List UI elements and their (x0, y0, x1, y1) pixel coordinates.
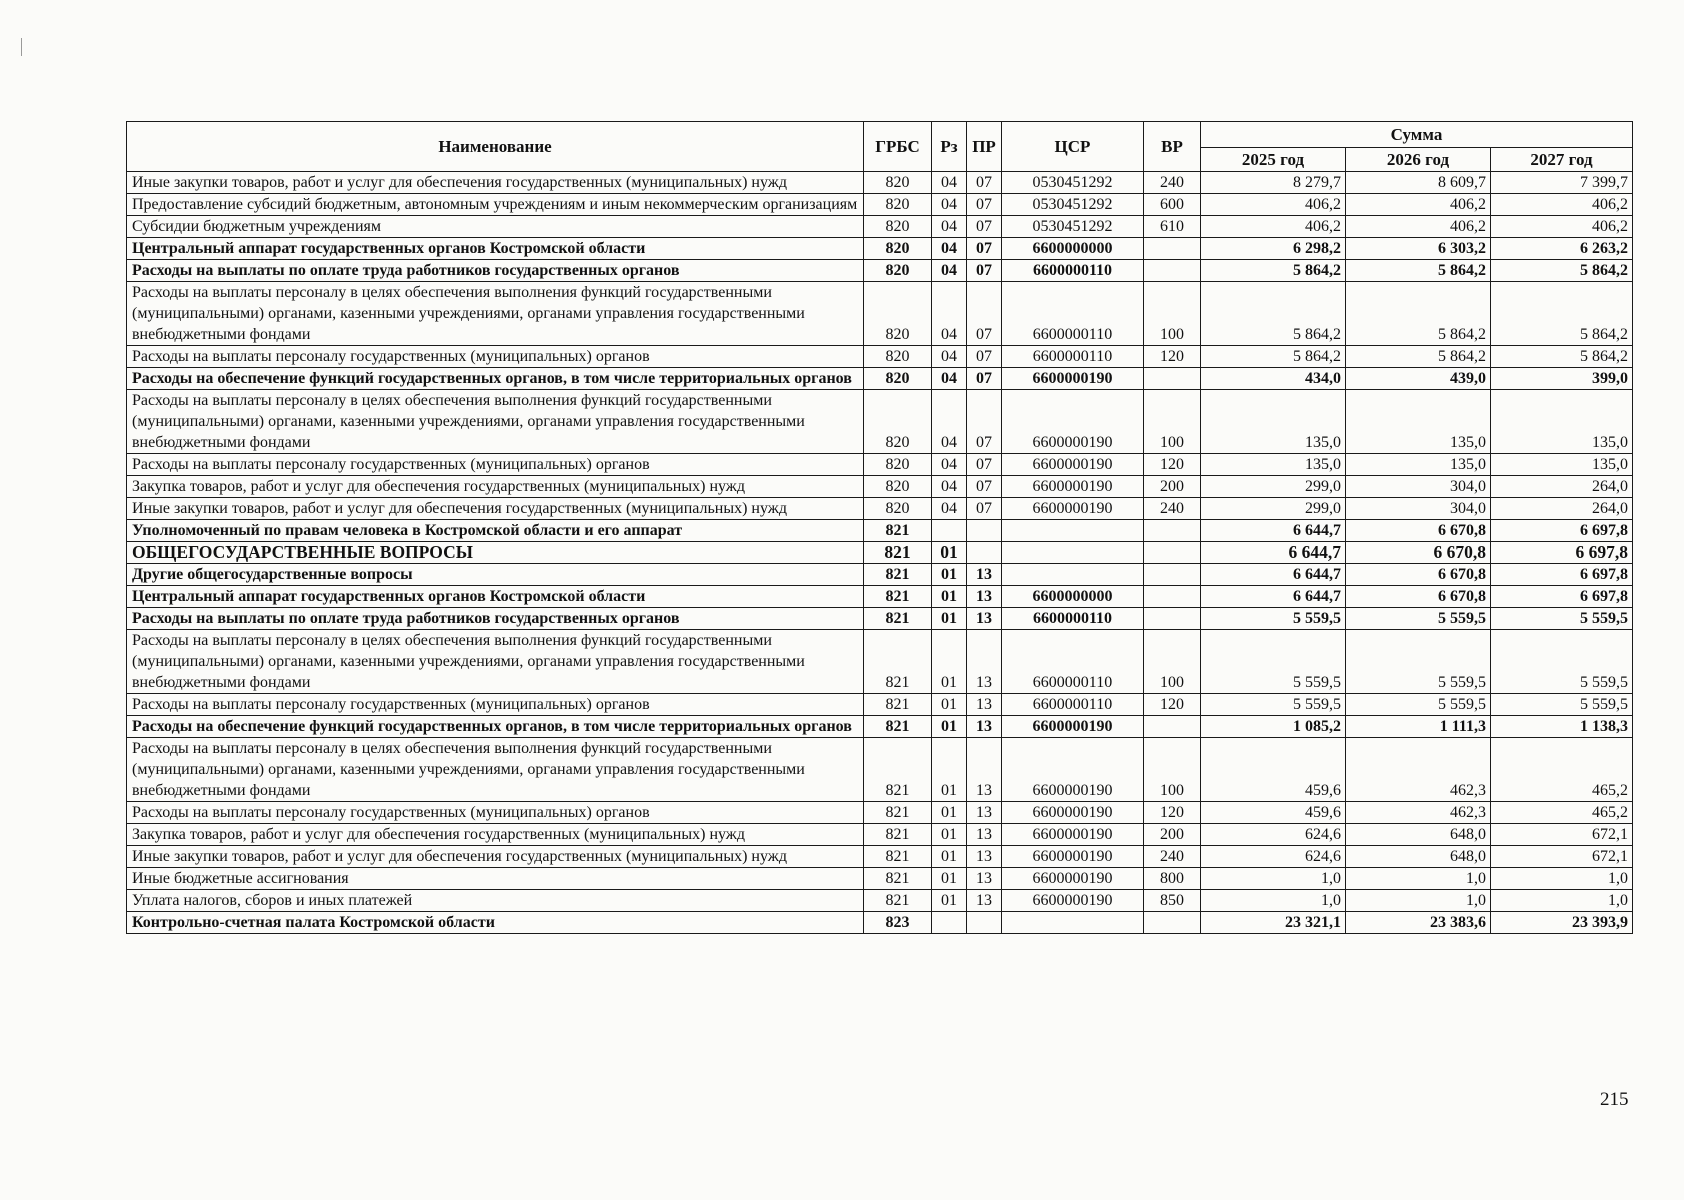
row-name-cell: Другие общегосударственные вопросы (127, 564, 864, 586)
row-sum-2025-cell: 5 559,5 (1201, 608, 1346, 630)
row-sum-2025-cell: 5 559,5 (1201, 630, 1346, 694)
table-row (127, 520, 1633, 542)
row-vr-cell: 120 (1144, 346, 1201, 368)
row-sum-2026-cell: 406,2 (1346, 194, 1491, 216)
table-row (127, 542, 1633, 564)
row-sum-2027-cell: 6 263,2 (1491, 238, 1633, 260)
row-csr-cell: 0530451292 (1002, 216, 1144, 238)
row-vr-cell (1144, 260, 1201, 282)
row-name-cell: ОБЩЕГОСУДАРСТВЕННЫЕ ВОПРОСЫ (127, 542, 864, 564)
row-csr-cell (1002, 564, 1144, 586)
row-pr-cell: 07 (967, 476, 1002, 498)
header-pr: ПР (967, 122, 1002, 172)
row-sum-2025-cell: 299,0 (1201, 476, 1346, 498)
row-csr-cell: 0530451292 (1002, 172, 1144, 194)
row-pr-cell: 13 (967, 802, 1002, 824)
row-sum-2026-cell: 304,0 (1346, 498, 1491, 520)
row-vr-cell: 800 (1144, 868, 1201, 890)
row-sum-2026-cell: 1,0 (1346, 868, 1491, 890)
row-sum-2027-cell: 1 138,3 (1491, 716, 1633, 738)
row-sum-2026-cell: 6 670,8 (1346, 586, 1491, 608)
row-grbs-cell: 820 (864, 498, 932, 520)
row-grbs-cell: 821 (864, 868, 932, 890)
table-body (127, 172, 1633, 934)
row-sum-2027-cell: 672,1 (1491, 846, 1633, 868)
row-sum-2026-cell: 5 559,5 (1346, 694, 1491, 716)
row-vr-cell: 200 (1144, 476, 1201, 498)
row-name-cell: Уплата налогов, сборов и иных платежей (127, 890, 864, 912)
row-rz-cell: 01 (932, 868, 967, 890)
row-rz-cell: 04 (932, 368, 967, 390)
row-pr-cell: 13 (967, 890, 1002, 912)
row-grbs-cell: 820 (864, 390, 932, 454)
row-csr-cell: 6600000110 (1002, 346, 1144, 368)
table-row (127, 172, 1633, 194)
row-name-cell: Субсидии бюджетным учреждениям (127, 216, 864, 238)
header-name: Наименование (127, 122, 864, 172)
row-rz-cell: 04 (932, 346, 967, 368)
row-vr-cell: 600 (1144, 194, 1201, 216)
row-pr-cell: 13 (967, 824, 1002, 846)
row-sum-2026-cell: 5 864,2 (1346, 260, 1491, 282)
row-name-cell: Центральный аппарат государственных органов Костромской области (127, 238, 864, 260)
row-pr-cell: 07 (967, 390, 1002, 454)
row-sum-2027-cell: 465,2 (1491, 802, 1633, 824)
table-row (127, 824, 1633, 846)
row-sum-2025-cell: 5 864,2 (1201, 346, 1346, 368)
header-grbs: ГРБС (864, 122, 932, 172)
row-sum-2026-cell: 5 559,5 (1346, 608, 1491, 630)
row-name-cell: Расходы на выплаты персоналу в целях обеспечения выполнения функций государственными (муниципальными) органами, казенными учреждениями, органами управления государственными внебюджетными фондами (127, 738, 864, 802)
row-pr-cell: 13 (967, 564, 1002, 586)
row-pr-cell: 07 (967, 346, 1002, 368)
row-grbs-cell: 821 (864, 542, 932, 564)
row-grbs-cell: 821 (864, 802, 932, 824)
row-sum-2026-cell: 304,0 (1346, 476, 1491, 498)
table-row (127, 238, 1633, 260)
row-sum-2027-cell: 5 864,2 (1491, 260, 1633, 282)
row-csr-cell: 6600000190 (1002, 390, 1144, 454)
row-name-cell: Предоставление субсидий бюджетным, автономным учреждениям и иным некоммерческим организациям (127, 194, 864, 216)
row-sum-2026-cell: 135,0 (1346, 390, 1491, 454)
row-pr-cell: 07 (967, 238, 1002, 260)
row-grbs-cell: 821 (864, 846, 932, 868)
row-vr-cell (1144, 368, 1201, 390)
row-grbs-cell: 821 (864, 564, 932, 586)
row-sum-2026-cell: 648,0 (1346, 846, 1491, 868)
row-vr-cell: 240 (1144, 498, 1201, 520)
row-name-cell: Расходы на выплаты персоналу в целях обеспечения выполнения функций государственными (муниципальными) органами, казенными учреждениями, органами управления государственными внебюджетными фондами (127, 390, 864, 454)
row-vr-cell: 200 (1144, 824, 1201, 846)
row-sum-2027-cell: 465,2 (1491, 738, 1633, 802)
row-csr-cell: 6600000190 (1002, 868, 1144, 890)
row-sum-2025-cell: 1,0 (1201, 868, 1346, 890)
row-sum-2027-cell: 5 864,2 (1491, 346, 1633, 368)
page-number: 215 (1600, 1089, 1629, 1110)
row-vr-cell: 120 (1144, 802, 1201, 824)
row-pr-cell: 07 (967, 260, 1002, 282)
row-sum-2025-cell: 5 864,2 (1201, 282, 1346, 346)
row-sum-2025-cell: 406,2 (1201, 194, 1346, 216)
table-row (127, 368, 1633, 390)
row-name-cell: Закупка товаров, работ и услуг для обеспечения государственных (муниципальных) нужд (127, 824, 864, 846)
row-rz-cell: 01 (932, 802, 967, 824)
row-rz-cell: 04 (932, 454, 967, 476)
row-grbs-cell: 820 (864, 476, 932, 498)
row-csr-cell: 6600000190 (1002, 476, 1144, 498)
row-pr-cell: 07 (967, 282, 1002, 346)
row-vr-cell: 120 (1144, 694, 1201, 716)
row-pr-cell: 07 (967, 172, 1002, 194)
row-pr-cell: 13 (967, 846, 1002, 868)
row-csr-cell: 6600000000 (1002, 586, 1144, 608)
row-rz-cell: 01 (932, 716, 967, 738)
row-vr-cell (1144, 586, 1201, 608)
row-pr-cell: 13 (967, 586, 1002, 608)
row-rz-cell: 01 (932, 542, 967, 564)
row-grbs-cell: 820 (864, 238, 932, 260)
header-sum: Сумма (1201, 122, 1633, 148)
row-vr-cell (1144, 564, 1201, 586)
row-rz-cell: 04 (932, 238, 967, 260)
row-vr-cell: 610 (1144, 216, 1201, 238)
scan-margin-mark (21, 38, 22, 56)
row-grbs-cell: 821 (864, 716, 932, 738)
row-vr-cell: 850 (1144, 890, 1201, 912)
row-rz-cell: 01 (932, 564, 967, 586)
row-sum-2027-cell: 1,0 (1491, 868, 1633, 890)
row-sum-2027-cell: 399,0 (1491, 368, 1633, 390)
row-name-cell: Центральный аппарат государственных органов Костромской области (127, 586, 864, 608)
table-row (127, 868, 1633, 890)
row-pr-cell: 13 (967, 630, 1002, 694)
row-csr-cell: 6600000110 (1002, 260, 1144, 282)
row-sum-2027-cell: 264,0 (1491, 498, 1633, 520)
row-rz-cell: 01 (932, 586, 967, 608)
row-pr-cell: 07 (967, 454, 1002, 476)
row-sum-2025-cell: 1 085,2 (1201, 716, 1346, 738)
row-pr-cell (967, 912, 1002, 934)
row-name-cell: Контрольно-счетная палата Костромской области (127, 912, 864, 934)
row-sum-2027-cell: 264,0 (1491, 476, 1633, 498)
row-rz-cell: 01 (932, 890, 967, 912)
row-vr-cell (1144, 520, 1201, 542)
row-sum-2027-cell: 6 697,8 (1491, 520, 1633, 542)
row-name-cell: Иные закупки товаров, работ и услуг для обеспечения государственных (муниципальных) нужд (127, 846, 864, 868)
row-rz-cell: 01 (932, 738, 967, 802)
row-name-cell: Расходы на выплаты по оплате труда работников государственных органов (127, 260, 864, 282)
row-sum-2025-cell: 6 644,7 (1201, 564, 1346, 586)
table-row (127, 630, 1633, 694)
row-name-cell: Расходы на выплаты персоналу государственных (муниципальных) органов (127, 346, 864, 368)
row-sum-2027-cell: 1,0 (1491, 890, 1633, 912)
row-grbs-cell: 821 (864, 694, 932, 716)
row-sum-2025-cell: 299,0 (1201, 498, 1346, 520)
table-row (127, 498, 1633, 520)
row-vr-cell: 240 (1144, 172, 1201, 194)
row-name-cell: Иные бюджетные ассигнования (127, 868, 864, 890)
row-sum-2026-cell: 6 303,2 (1346, 238, 1491, 260)
row-vr-cell: 100 (1144, 630, 1201, 694)
table-row (127, 454, 1633, 476)
table-row (127, 912, 1633, 934)
row-sum-2026-cell: 1,0 (1346, 890, 1491, 912)
row-name-cell: Уполномоченный по правам человека в Костромской области и его аппарат (127, 520, 864, 542)
row-sum-2026-cell: 135,0 (1346, 454, 1491, 476)
row-pr-cell: 13 (967, 694, 1002, 716)
row-sum-2026-cell: 406,2 (1346, 216, 1491, 238)
budget-table-container (126, 121, 1632, 934)
row-vr-cell (1144, 238, 1201, 260)
row-sum-2026-cell: 1 111,3 (1346, 716, 1491, 738)
row-grbs-cell: 823 (864, 912, 932, 934)
row-csr-cell: 6600000190 (1002, 824, 1144, 846)
row-grbs-cell: 820 (864, 172, 932, 194)
row-sum-2026-cell: 6 670,8 (1346, 542, 1491, 564)
row-sum-2025-cell: 1,0 (1201, 890, 1346, 912)
row-grbs-cell: 820 (864, 260, 932, 282)
table-row (127, 802, 1633, 824)
row-csr-cell: 6600000110 (1002, 694, 1144, 716)
row-pr-cell: 13 (967, 716, 1002, 738)
row-vr-cell (1144, 608, 1201, 630)
table-row (127, 738, 1633, 802)
row-grbs-cell: 821 (864, 890, 932, 912)
row-rz-cell: 01 (932, 694, 967, 716)
row-rz-cell: 04 (932, 260, 967, 282)
table-row (127, 586, 1633, 608)
row-name-cell: Иные закупки товаров, работ и услуг для обеспечения государственных (муниципальных) нужд (127, 498, 864, 520)
row-grbs-cell: 821 (864, 586, 932, 608)
row-sum-2025-cell: 459,6 (1201, 738, 1346, 802)
table-row (127, 282, 1633, 346)
row-name-cell: Расходы на выплаты персоналу государственных (муниципальных) органов (127, 694, 864, 716)
row-sum-2027-cell: 5 559,5 (1491, 694, 1633, 716)
row-grbs-cell: 820 (864, 216, 932, 238)
row-grbs-cell: 821 (864, 738, 932, 802)
table-row (127, 346, 1633, 368)
row-rz-cell (932, 912, 967, 934)
row-rz-cell: 01 (932, 608, 967, 630)
row-sum-2026-cell: 6 670,8 (1346, 564, 1491, 586)
row-name-cell: Закупка товаров, работ и услуг для обеспечения государственных (муниципальных) нужд (127, 476, 864, 498)
row-csr-cell: 6600000110 (1002, 608, 1144, 630)
row-pr-cell (967, 542, 1002, 564)
row-sum-2025-cell: 23 321,1 (1201, 912, 1346, 934)
row-csr-cell: 6600000110 (1002, 630, 1144, 694)
row-rz-cell: 01 (932, 630, 967, 694)
row-grbs-cell: 820 (864, 282, 932, 346)
row-pr-cell (967, 520, 1002, 542)
row-pr-cell: 13 (967, 738, 1002, 802)
row-rz-cell: 04 (932, 390, 967, 454)
row-rz-cell: 04 (932, 172, 967, 194)
row-sum-2025-cell: 5 559,5 (1201, 694, 1346, 716)
row-csr-cell: 6600000000 (1002, 238, 1144, 260)
row-csr-cell: 6600000190 (1002, 738, 1144, 802)
row-grbs-cell: 821 (864, 630, 932, 694)
row-rz-cell: 04 (932, 194, 967, 216)
row-vr-cell: 240 (1144, 846, 1201, 868)
row-name-cell: Расходы на обеспечение функций государственных органов, в том числе территориальных органов (127, 716, 864, 738)
row-pr-cell: 07 (967, 368, 1002, 390)
row-sum-2026-cell: 462,3 (1346, 738, 1491, 802)
row-grbs-cell: 820 (864, 454, 932, 476)
table-row (127, 694, 1633, 716)
row-sum-2027-cell: 5 559,5 (1491, 630, 1633, 694)
row-sum-2025-cell: 624,6 (1201, 824, 1346, 846)
row-sum-2027-cell: 5 864,2 (1491, 282, 1633, 346)
row-sum-2026-cell: 23 383,6 (1346, 912, 1491, 934)
header-year-2027: 2027 год (1491, 148, 1633, 172)
row-csr-cell: 6600000190 (1002, 454, 1144, 476)
row-name-cell: Иные закупки товаров, работ и услуг для обеспечения государственных (муниципальных) нужд (127, 172, 864, 194)
row-csr-cell (1002, 520, 1144, 542)
table-row (127, 260, 1633, 282)
row-vr-cell: 120 (1144, 454, 1201, 476)
budget-table (126, 121, 1633, 934)
row-pr-cell: 07 (967, 498, 1002, 520)
row-sum-2026-cell: 8 609,7 (1346, 172, 1491, 194)
row-sum-2025-cell: 624,6 (1201, 846, 1346, 868)
row-sum-2027-cell: 23 393,9 (1491, 912, 1633, 934)
row-sum-2026-cell: 5 559,5 (1346, 630, 1491, 694)
row-vr-cell (1144, 912, 1201, 934)
row-sum-2026-cell: 5 864,2 (1346, 282, 1491, 346)
row-csr-cell (1002, 912, 1144, 934)
row-grbs-cell: 821 (864, 824, 932, 846)
table-row (127, 564, 1633, 586)
row-name-cell: Расходы на обеспечение функций государственных органов, в том числе территориальных органов (127, 368, 864, 390)
row-name-cell: Расходы на выплаты по оплате труда работников государственных органов (127, 608, 864, 630)
row-sum-2027-cell: 6 697,8 (1491, 586, 1633, 608)
row-sum-2027-cell: 6 697,8 (1491, 564, 1633, 586)
row-vr-cell (1144, 542, 1201, 564)
row-rz-cell: 04 (932, 282, 967, 346)
row-grbs-cell: 821 (864, 520, 932, 542)
row-vr-cell (1144, 716, 1201, 738)
row-sum-2025-cell: 135,0 (1201, 454, 1346, 476)
table-header (127, 122, 1633, 172)
row-csr-cell: 6600000190 (1002, 802, 1144, 824)
row-grbs-cell: 821 (864, 608, 932, 630)
row-pr-cell: 13 (967, 608, 1002, 630)
row-sum-2027-cell: 7 399,7 (1491, 172, 1633, 194)
row-sum-2026-cell: 462,3 (1346, 802, 1491, 824)
header-csr: ЦСР (1002, 122, 1144, 172)
row-sum-2025-cell: 8 279,7 (1201, 172, 1346, 194)
row-csr-cell: 6600000190 (1002, 890, 1144, 912)
row-name-cell: Расходы на выплаты персоналу государственных (муниципальных) органов (127, 802, 864, 824)
table-row (127, 194, 1633, 216)
row-csr-cell: 6600000190 (1002, 368, 1144, 390)
row-rz-cell: 01 (932, 846, 967, 868)
header-year-2026: 2026 год (1346, 148, 1491, 172)
row-rz-cell (932, 520, 967, 542)
row-sum-2025-cell: 6 298,2 (1201, 238, 1346, 260)
row-rz-cell: 04 (932, 476, 967, 498)
row-sum-2026-cell: 5 864,2 (1346, 346, 1491, 368)
row-csr-cell: 6600000110 (1002, 282, 1144, 346)
row-csr-cell (1002, 542, 1144, 564)
row-csr-cell: 6600000190 (1002, 498, 1144, 520)
row-sum-2025-cell: 135,0 (1201, 390, 1346, 454)
row-name-cell: Расходы на выплаты персоналу в целях обеспечения выполнения функций государственными (муниципальными) органами, казенными учреждениями, органами управления государственными внебюджетными фондами (127, 282, 864, 346)
row-vr-cell: 100 (1144, 390, 1201, 454)
row-sum-2025-cell: 6 644,7 (1201, 520, 1346, 542)
row-sum-2027-cell: 672,1 (1491, 824, 1633, 846)
row-rz-cell: 04 (932, 498, 967, 520)
table-row (127, 890, 1633, 912)
row-csr-cell: 6600000190 (1002, 716, 1144, 738)
row-sum-2027-cell: 135,0 (1491, 454, 1633, 476)
row-rz-cell: 04 (932, 216, 967, 238)
row-rz-cell: 01 (932, 824, 967, 846)
row-name-cell: Расходы на выплаты персоналу в целях обеспечения выполнения функций государственными (муниципальными) органами, казенными учреждениями, органами управления государственными внебюджетными фондами (127, 630, 864, 694)
table-row (127, 846, 1633, 868)
row-sum-2026-cell: 6 670,8 (1346, 520, 1491, 542)
row-csr-cell: 0530451292 (1002, 194, 1144, 216)
row-sum-2027-cell: 5 559,5 (1491, 608, 1633, 630)
row-sum-2027-cell: 406,2 (1491, 216, 1633, 238)
table-row (127, 216, 1633, 238)
row-pr-cell: 07 (967, 216, 1002, 238)
row-sum-2027-cell: 406,2 (1491, 194, 1633, 216)
row-grbs-cell: 820 (864, 194, 932, 216)
row-sum-2025-cell: 406,2 (1201, 216, 1346, 238)
row-pr-cell: 13 (967, 868, 1002, 890)
row-vr-cell: 100 (1144, 738, 1201, 802)
header-year-2025: 2025 год (1201, 148, 1346, 172)
row-grbs-cell: 820 (864, 346, 932, 368)
table-row (127, 390, 1633, 454)
header-rz: Рз (932, 122, 967, 172)
header-vr: ВР (1144, 122, 1201, 172)
table-row (127, 608, 1633, 630)
row-sum-2025-cell: 6 644,7 (1201, 542, 1346, 564)
row-vr-cell: 100 (1144, 282, 1201, 346)
row-sum-2025-cell: 434,0 (1201, 368, 1346, 390)
row-grbs-cell: 820 (864, 368, 932, 390)
row-csr-cell: 6600000190 (1002, 846, 1144, 868)
row-sum-2026-cell: 439,0 (1346, 368, 1491, 390)
row-sum-2027-cell: 135,0 (1491, 390, 1633, 454)
row-sum-2025-cell: 459,6 (1201, 802, 1346, 824)
row-sum-2027-cell: 6 697,8 (1491, 542, 1633, 564)
row-name-cell: Расходы на выплаты персоналу государственных (муниципальных) органов (127, 454, 864, 476)
row-sum-2026-cell: 648,0 (1346, 824, 1491, 846)
row-sum-2025-cell: 6 644,7 (1201, 586, 1346, 608)
table-row (127, 476, 1633, 498)
table-row (127, 716, 1633, 738)
row-sum-2025-cell: 5 864,2 (1201, 260, 1346, 282)
row-pr-cell: 07 (967, 194, 1002, 216)
